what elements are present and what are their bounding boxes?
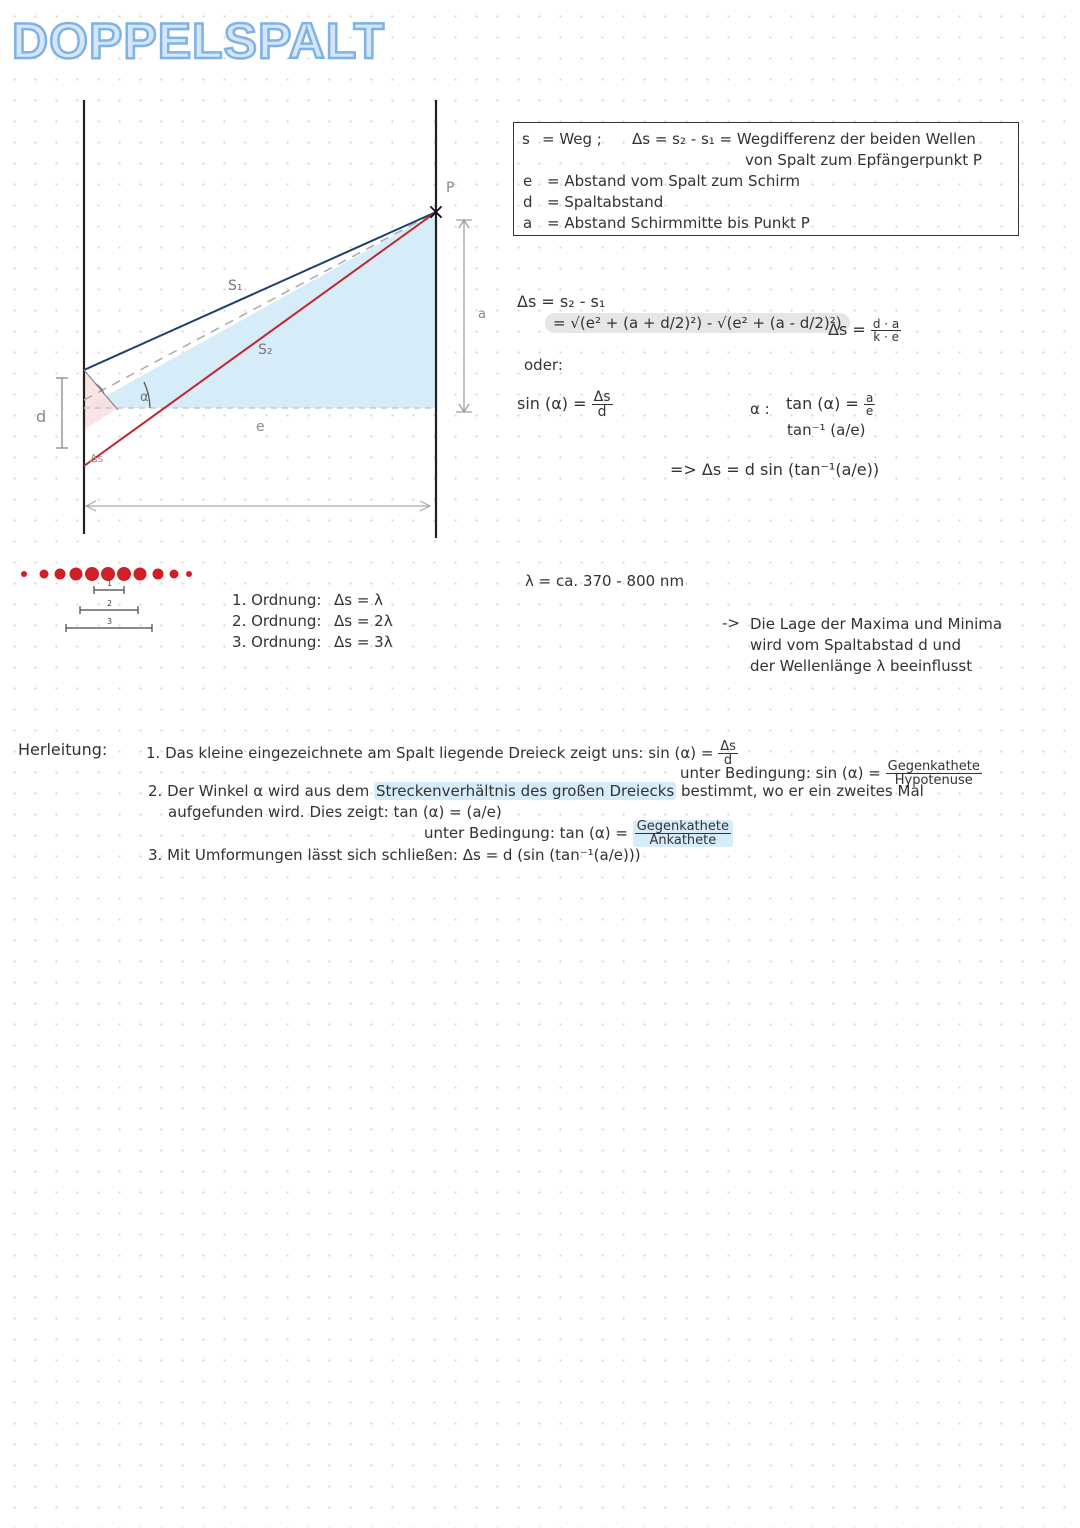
- note-text: [750, 614, 1002, 677]
- derivation-step-2-condition: unter Bedingung: tan (α) = $\frac{\text{Gegenkathete}}{\text{Ankathete}}$: [424, 820, 733, 847]
- tan-lhs: tan (α) =: [786, 394, 859, 413]
- order-item-3: 3. Ordnung: Δs = 3λ: [232, 633, 393, 651]
- legend-d-symbol: d: [523, 193, 533, 211]
- sin-fraction: $\frac{\Delta s}{d}$: [593, 389, 611, 420]
- derivation-step-3: 3. Mit Umformungen lässt sich schließen: Δs = d (sin (tan⁻¹(a/e))): [148, 846, 641, 864]
- note-line-2: wird vom Spaltabstad d und: [750, 636, 962, 654]
- label-p: P: [446, 180, 455, 196]
- order-item-2: 2. Ordnung: Δs = 2λ: [232, 612, 393, 630]
- derivation-label: Herleitung:: [18, 740, 108, 759]
- derivation-step-1-condition: unter Bedingung: sin (α) = $\frac{\text{Gegenkathete}}{\text{Hypotenuse}}$: [680, 759, 980, 788]
- step1-fraction: $\frac{\Delta s}{d}$: [720, 739, 736, 768]
- highlighted-ratio: Streckenverhältnis des großen Dreiecks: [376, 782, 675, 800]
- double-slit-diagram: [0, 90, 500, 550]
- derivation-step-2: 2. Der Winkel α wird aus dem Streckenverhältnis des großen Dreiecks bestimmt, wo er ein zweites Mal: [148, 782, 924, 800]
- fringe-dot: [134, 568, 147, 581]
- order-list: [232, 590, 393, 653]
- legend-s-symbol: s: [522, 130, 530, 148]
- ruler-label-2: 2: [107, 599, 113, 608]
- note-line-3: der Wellenlänge λ beeinflusst: [750, 657, 973, 675]
- label-a: a: [478, 307, 486, 322]
- point-p-marker: ×: [426, 200, 446, 225]
- ruler-label-3: 3: [107, 617, 113, 626]
- fringe-dot: [40, 570, 49, 579]
- step1-cond-fraction: $\frac{\text{Gegenkathete}}{\text{Hypotenuse}}$: [887, 759, 980, 788]
- ds-approx-fraction: $\frac{d \cdot a}{k \cdot e}$: [872, 317, 900, 344]
- ruler-label-1: 1: [107, 579, 113, 588]
- tan-fraction: $\frac{a}{e}$: [865, 391, 874, 418]
- label-oder: oder:: [524, 356, 563, 374]
- step2-cond-fraction: $\frac{\text{Gegenkathete}}{\text{Ankathete}}$: [633, 820, 733, 847]
- legend-s-text: = Weg ;: [542, 130, 602, 148]
- legend-delta-s: Δs = s₂ - s₁ = Wegdifferenz der beiden Wellen: [632, 130, 976, 148]
- note-line-1: Die Lage der Maxima und Minima: [750, 615, 1003, 633]
- legend-delta-s-cont: von Spalt zum Epfängerpunkt P: [745, 151, 982, 169]
- formula-tan-inverse: tan⁻¹ (a/e): [787, 421, 866, 439]
- fringe-dot: [85, 567, 99, 581]
- formula-sin: [517, 390, 613, 419]
- legend-a-symbol: a: [523, 214, 533, 232]
- label-s2: S₂: [258, 342, 273, 358]
- fringe-dot: [55, 569, 66, 580]
- fringe-dot: [117, 567, 131, 581]
- label-delta-s: Δs: [90, 452, 104, 465]
- label-d: d: [36, 407, 47, 426]
- large-triangle-fill: [84, 212, 436, 408]
- fringe-dot: [70, 568, 83, 581]
- formula-ds-approx: [828, 318, 901, 343]
- label-alpha: α: [140, 390, 149, 405]
- formula-tan: [786, 392, 875, 417]
- fringe-dot: [153, 569, 164, 580]
- note-arrow: ->: [722, 614, 740, 632]
- fringe-dot: [21, 571, 27, 577]
- formula-result: => Δs = d sin (tan⁻¹(a/e)): [670, 460, 880, 479]
- legend-a-text: = Abstand Schirmmitte bis Punkt P: [547, 214, 810, 232]
- legend-d-text: = Spaltabstand: [547, 193, 664, 211]
- wavelength-range: λ = ca. 370 - 800 nm: [525, 572, 685, 590]
- label-s1: S₁: [228, 278, 243, 294]
- legend-e-symbol: e: [523, 172, 533, 190]
- fringe-dot: [170, 570, 179, 579]
- legend-e-text: = Abstand vom Spalt zum Schirm: [547, 172, 801, 190]
- derivation-step-1: 1. Das kleine eingezeichnete am Spalt liegende Dreieck zeigt uns: sin (α) = $\frac{\Delta s}{d}$: [146, 739, 736, 768]
- formula-ds-sqrt: = √(e² + (a + d/2)²) - √(e² + (a - d/2)²): [545, 313, 850, 333]
- alpha-label: α :: [750, 400, 770, 418]
- page-title: DOPPELSPALT: [12, 13, 386, 69]
- sin-lhs: sin (α) =: [517, 394, 587, 413]
- label-e: e: [256, 419, 265, 435]
- formula-ds-definition: Δs = s₂ - s₁: [517, 292, 606, 311]
- ds-approx-lhs: Δs =: [828, 320, 866, 339]
- derivation-step-2-cont: aufgefunden wird. Dies zeigt: tan (α) = (a/e): [168, 803, 502, 821]
- fringe-dot: [186, 571, 192, 577]
- order-item-1: 1. Ordnung: Δs = λ: [232, 591, 384, 609]
- interference-pattern: [14, 560, 214, 640]
